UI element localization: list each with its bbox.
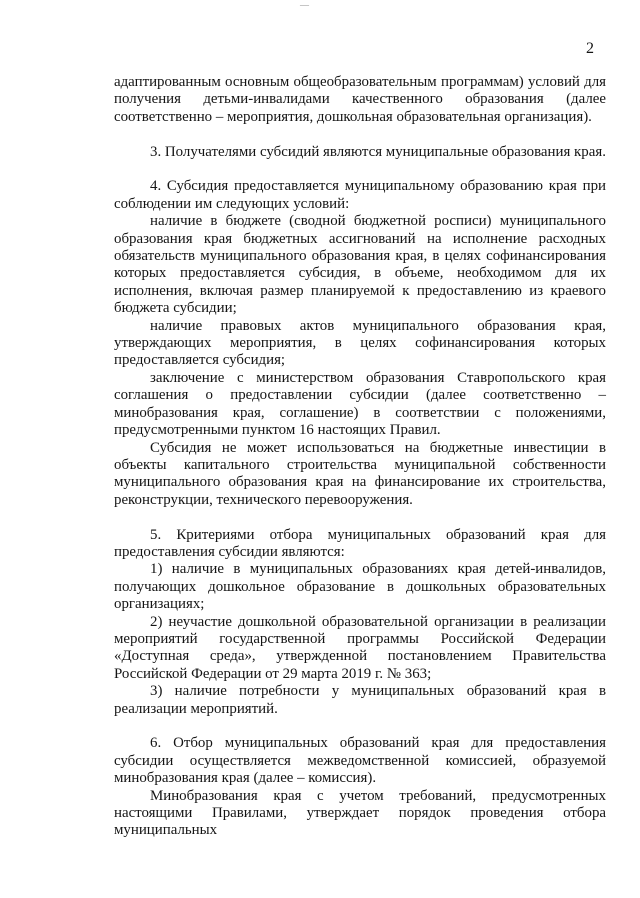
paragraph-continuation: адаптированным основным общеобразовательным программам) условий для получения детьми-инвалидами качественного образования (далее соответственно – мероприятия, дошкольная образовательная организация). — [114, 74, 606, 125]
paragraph-item-6: 6. Отбор муниципальных образований края для предоставления субсидии осуществляется межведомственной комиссией, образуемой минобразования края (далее – комиссия). — [114, 735, 606, 787]
paragraph-condition-agreement: заключение с министерством образования Ставропольского края соглашения о предоставлении субсидии (далее соответственно – минобразования края, соглашение) в соответствии с положениями, предусмотренными пунктом 16 настоящих Правил. — [114, 369, 606, 439]
paragraph-criterion-2: 2) неучастие дошкольной образовательной организации в реализации мероприятий государственной программы Российской Федерации «Доступная среда», утвержденной постановлением Правительства Российской Федерации от 29 марта 2019 г. № 363; — [114, 613, 606, 682]
paragraph-criterion-1: 1) наличие в муниципальных образованиях края детей-инвалидов, получающих дошкольное образование в дошкольных образовательных организациях; — [114, 561, 606, 613]
paragraph-selection-procedure: Минобразования края с учетом требований, предусмотренных настоящими Правилами, утверждает порядок проведения отбора муниципальных — [114, 787, 606, 839]
page-number: 2 — [586, 40, 594, 57]
paragraph-criterion-3: 3) наличие потребности у муниципальных образований края в реализации мероприятий. — [114, 683, 606, 717]
paragraph-item-4: 4. Субсидия предоставляется муниципальному образованию края при соблюдении им следующих условий: — [114, 178, 606, 212]
paragraph-item-3: 3. Получателями субсидий являются муниципальные образования края. — [150, 143, 606, 160]
paragraph-condition-legal-acts: наличие правовых актов муниципального образования края, утверждающих мероприятия, в целях софинансирования которых предоставляется субсидия; — [114, 317, 606, 369]
paragraph-item-5: 5. Критериями отбора муниципальных образований края для предоставления субсидии являются: — [114, 526, 606, 560]
paragraph-subsidy-restriction: Субсидия не может использоваться на бюджетные инвестиции в объекты капитального строительства муниципальной собственности муниципального образования края на финансирование их строительства, реконструкции, технического перевооружения. — [114, 439, 606, 508]
scan-mark: — — [300, 0, 310, 10]
paragraph-condition-budget: наличие в бюджете (сводной бюджетной росписи) муниципального образования края бюджетных ассигнований на исполнение расходных обязательств муниципального образования края, в целях софинансирования которых предоставляется субсидия, в объеме, необходимом для их исполнения, включая размер планируемой к предоставлению из краевого бюджета субсидии; — [114, 213, 606, 317]
document-body — [114, 74, 606, 840]
